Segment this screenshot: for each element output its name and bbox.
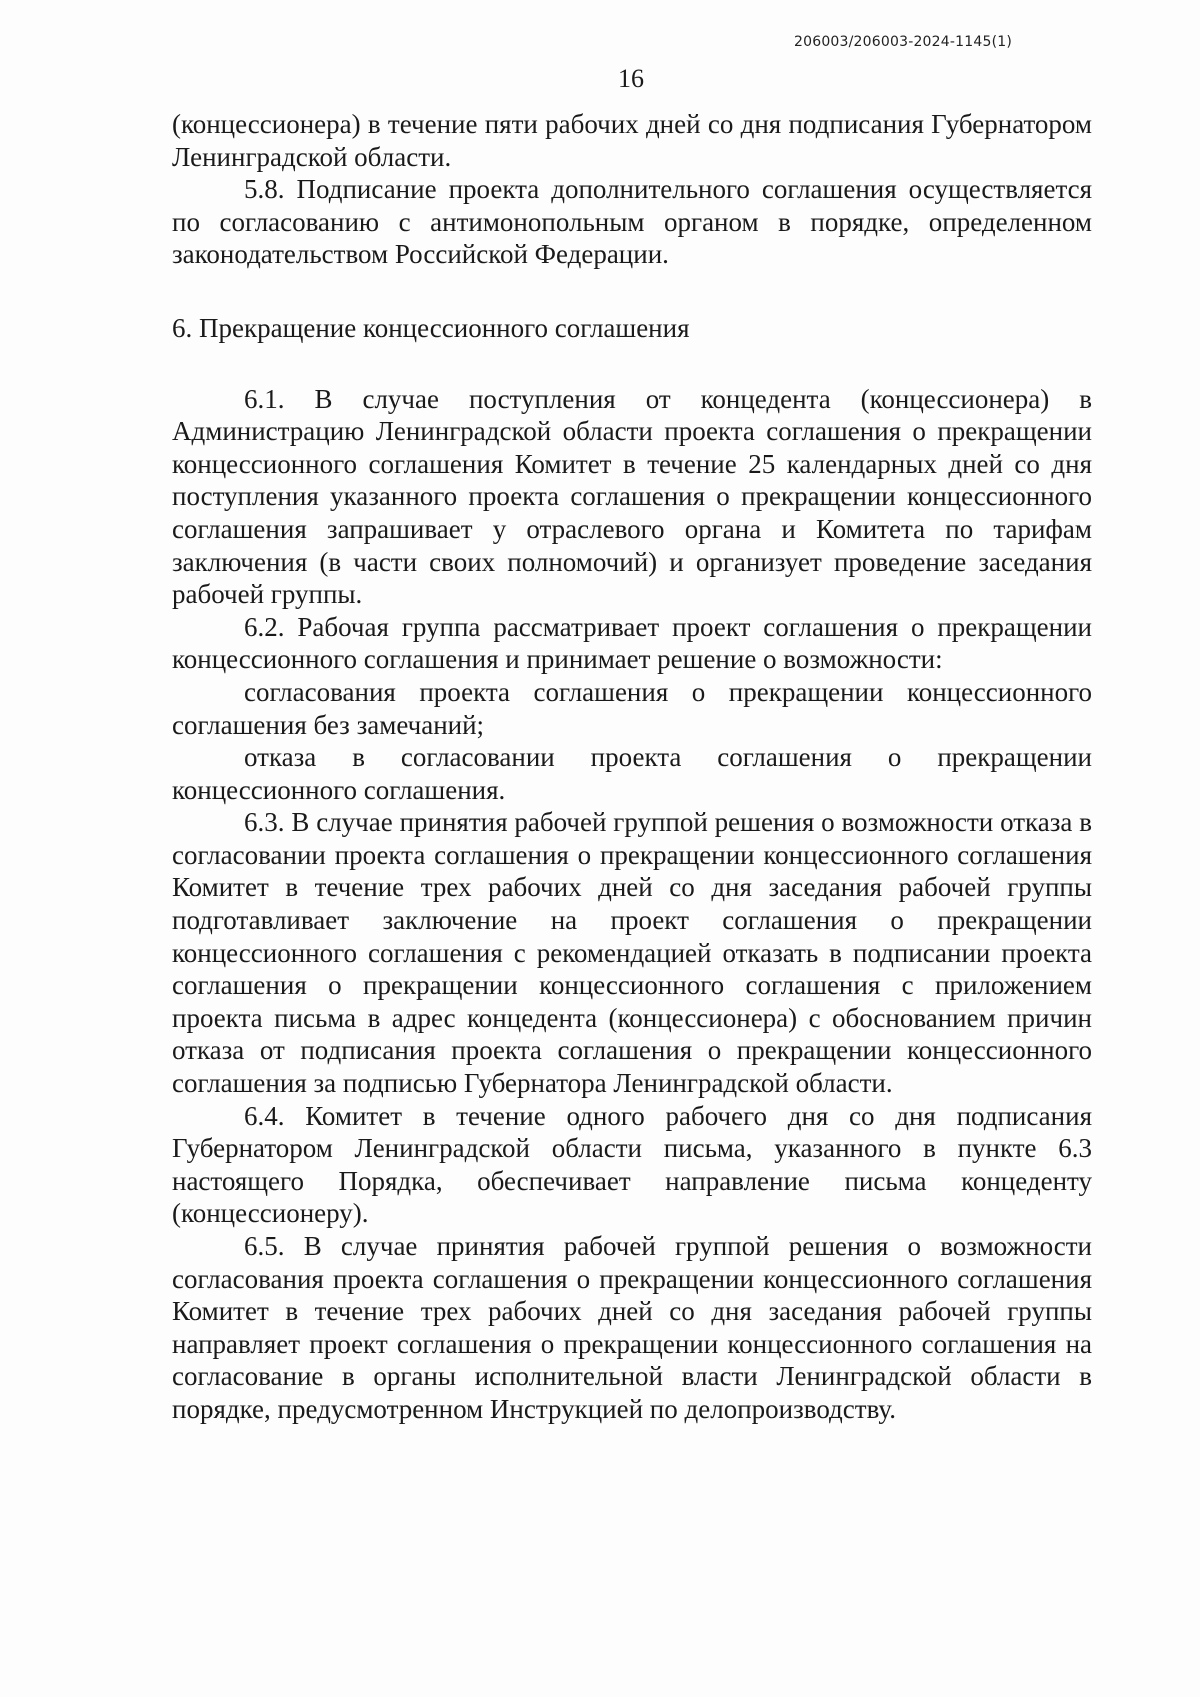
paragraph-6-2-option-a: согласования проекта соглашения о прекращении концессионного соглашения без замечаний; [172,676,1092,740]
paragraph-continuation: (концессионера) в течение пяти рабочих дней со дня подписания Губернатором Ленинградской области. [172,109,1092,172]
document-id: 206003/206003-2024-1145(1) [794,34,1012,50]
document-body [172,108,1092,1426]
paragraph-6-1: 6.1. В случае поступления от концедента (концессионера) в Администрацию Ленинградской области проекта соглашения о прекращении концессионного соглашения Комитет в течение 25 календарных дней со дня поступления указанного проекта соглашения о прекращении концессионного соглашения запрашивает у отраслевого органа и Комитета по тарифам заключения (в части своих полномочий) и организует проведение заседания рабочей группы. [172,383,1092,610]
section-heading: 6. Прекращение концессионного соглашения [172,312,690,343]
paragraph-6-4: 6.4. Комитет в течение одного рабочего дня со дня подписания Губернатором Ленинградской области письма, указанного в пункте 6.3 настоящего Порядка, обеспечивает направление письма концеденту (концессионеру). [172,1100,1092,1229]
paragraph-5-8: 5.8. Подписание проекта дополнительного соглашения осуществляется по согласованию с антимонопольным органом в порядке, определенном законодательством Российской Федерации. [172,174,1092,270]
page-number: 16 [618,64,644,93]
paragraph-6-2: 6.2. Рабочая группа рассматривает проект соглашения о прекращении концессионного соглашения и принимает решение о возможности: [172,611,1092,675]
paragraph-6-5: 6.5. В случае принятия рабочей группой решения о возможности согласования проекта соглашения о прекращении концессионного соглашения Комитет в течение трех рабочих дней со дня заседания рабочей группы направляет проект соглашения о прекращении концессионного соглашения на согласование в органы исполнительной власти Ленинградской области в порядке, предусмотренном Инструкцией по делопроизводству. [172,1231,1092,1424]
paragraph-6-3: 6.3. В случае принятия рабочей группой решения о возможности отказа в согласовании проекта соглашения о прекращении концессионного соглашения Комитет в течение трех рабочих дней со дня заседания рабочей группы подготавливает заключение на проект соглашения о прекращении концессионного соглашения с рекомендацией отказать в подписании проекта соглашения о прекращении концессионного соглашения с приложением проекта письма в адрес концедента (концессионера) с обоснованием причин отказа от подписания проекта соглашения о прекращении концессионного соглашения за подписью Губернатора Ленинградской области. [172,807,1092,1099]
paragraph-6-2-option-b: отказа в согласовании проекта соглашения о прекращении концессионного соглашения. [172,742,1092,805]
